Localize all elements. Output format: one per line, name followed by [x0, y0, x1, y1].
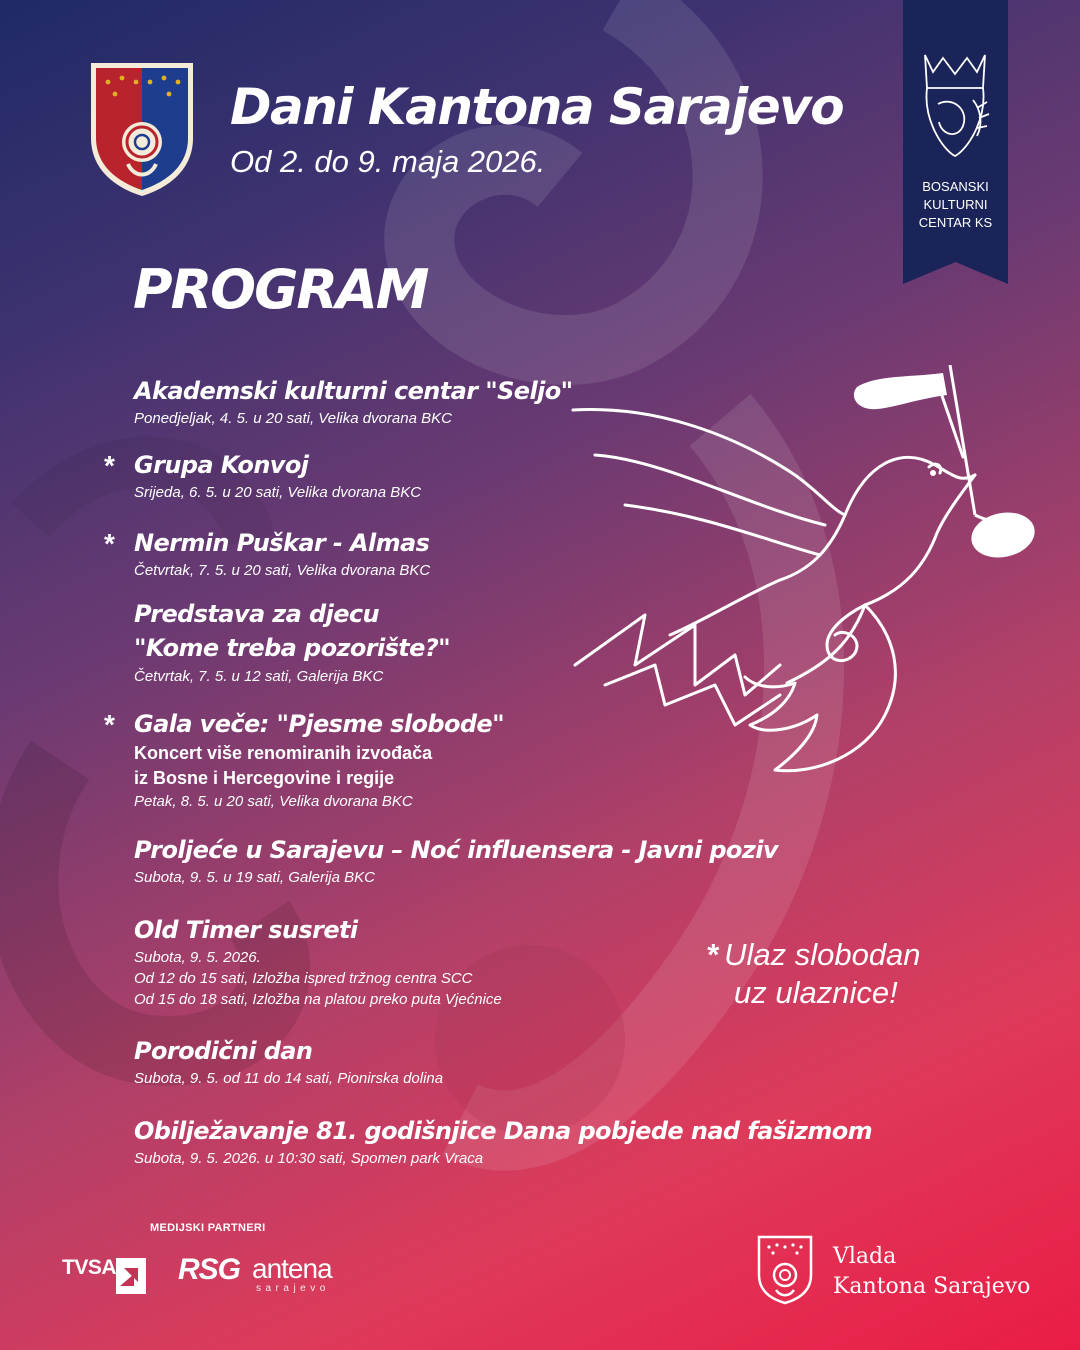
event-detail: Srijeda, 6. 5. u 20 sati, Velika dvorana BKC — [134, 484, 422, 501]
program-event — [104, 448, 422, 503]
event-detail: Subota, 9. 5. od 11 do 14 sati, Pionirska dolina — [134, 1070, 444, 1087]
program-event — [104, 707, 505, 812]
free-entry-note — [706, 936, 921, 1012]
event-detail: Od 12 do 15 sati, Izložba ispred tržnog centra SCC — [134, 970, 473, 987]
event-dates: Od 2. do 9. maja 2026. — [230, 144, 546, 179]
free-entry-asterisk: * — [104, 450, 115, 481]
program-event — [134, 1034, 443, 1089]
antena-logo-sub: sarajevo — [256, 1283, 330, 1294]
program-heading: PROGRAM — [133, 258, 428, 321]
free-entry-text: uz ulaznice! — [734, 975, 898, 1010]
event-name: Gala veče: "Pjesme slobode" — [134, 710, 505, 738]
event-detail: Petak, 8. 5. u 20 sati, Velika dvorana BKC — [134, 793, 413, 810]
event-detail: Subota, 9. 5. 2026. u 10:30 sati, Spomen park Vraca — [134, 1150, 484, 1167]
event-name: Akademski kulturni centar "Seljo" — [134, 377, 573, 405]
tvsa-logo: TVSA — [62, 1256, 117, 1279]
tvsa-mark-icon — [114, 1256, 148, 1296]
event-detail: Četvrtak, 7. 5. u 20 sati, Velika dvorana BKC — [134, 562, 431, 579]
free-entry-asterisk: * — [104, 528, 115, 559]
event-name: Old Timer susreti — [134, 916, 358, 944]
program-event — [104, 526, 431, 581]
antena-logo: antena — [252, 1253, 332, 1284]
free-entry-text: Ulaz slobodan — [724, 937, 921, 972]
event-detail: Ponedjeljak, 4. 5. u 20 sati, Velika dvorana BKC — [134, 410, 452, 427]
media-partners-label: MEDIJSKI PARTNERI — [150, 1222, 266, 1234]
event-name: Nermin Puškar - Almas — [134, 529, 430, 557]
program-event — [134, 1114, 872, 1169]
organizer-name — [903, 178, 1008, 232]
event-description: iz Bosne i Hercegovine i regije — [134, 768, 395, 788]
event-name: Proljeće u Sarajevu – Noć influensera - Javni poziv — [134, 836, 778, 864]
organizer-ribbon — [903, 0, 1008, 284]
program-event — [134, 374, 573, 429]
organizer-name-line: BOSANSKI — [922, 179, 989, 194]
event-detail: Subota, 9. 5. u 19 sati, Galerija BKC — [134, 869, 375, 886]
free-entry-asterisk: * — [706, 937, 719, 972]
program-event — [134, 833, 778, 888]
event-detail: Subota, 9. 5. 2026. — [134, 949, 261, 966]
event-name: Obilježavanje 81. godišnjice Dana pobjede nad fašizmom — [134, 1117, 873, 1145]
event-name-line-2: "Kome treba pozorište?" — [134, 634, 451, 662]
dove-with-music-note-icon — [565, 365, 1045, 795]
event-title: Dani Kantona Sarajevo — [230, 78, 844, 136]
rsg-logo: RSG — [178, 1253, 241, 1286]
event-detail: Četvrtak, 7. 5. u 12 sati, Galerija BKC — [134, 668, 384, 685]
sarajevo-canton-coat-of-arms-icon — [88, 60, 196, 198]
program-event — [134, 597, 450, 687]
free-entry-asterisk: * — [104, 709, 115, 740]
government-crest-icon — [757, 1235, 813, 1305]
organizer-name-line: KULTURNI — [923, 197, 988, 212]
program-event — [134, 913, 502, 1010]
event-name: Porodični dan — [134, 1037, 313, 1065]
government-name-line: Kantona Sarajevo — [833, 1274, 1031, 1299]
event-detail: Od 15 do 18 sati, Izložba na platou preko puta Vjećnice — [134, 991, 502, 1008]
government-name — [833, 1242, 1030, 1302]
organizer-name-line: CENTAR KS — [918, 215, 993, 230]
event-name: Grupa Konvoj — [134, 451, 309, 479]
event-name: Predstava za djecu — [134, 600, 380, 628]
event-description: Koncert više renomiranih izvođača — [134, 743, 433, 763]
government-name-line: Vlada — [833, 1244, 897, 1269]
